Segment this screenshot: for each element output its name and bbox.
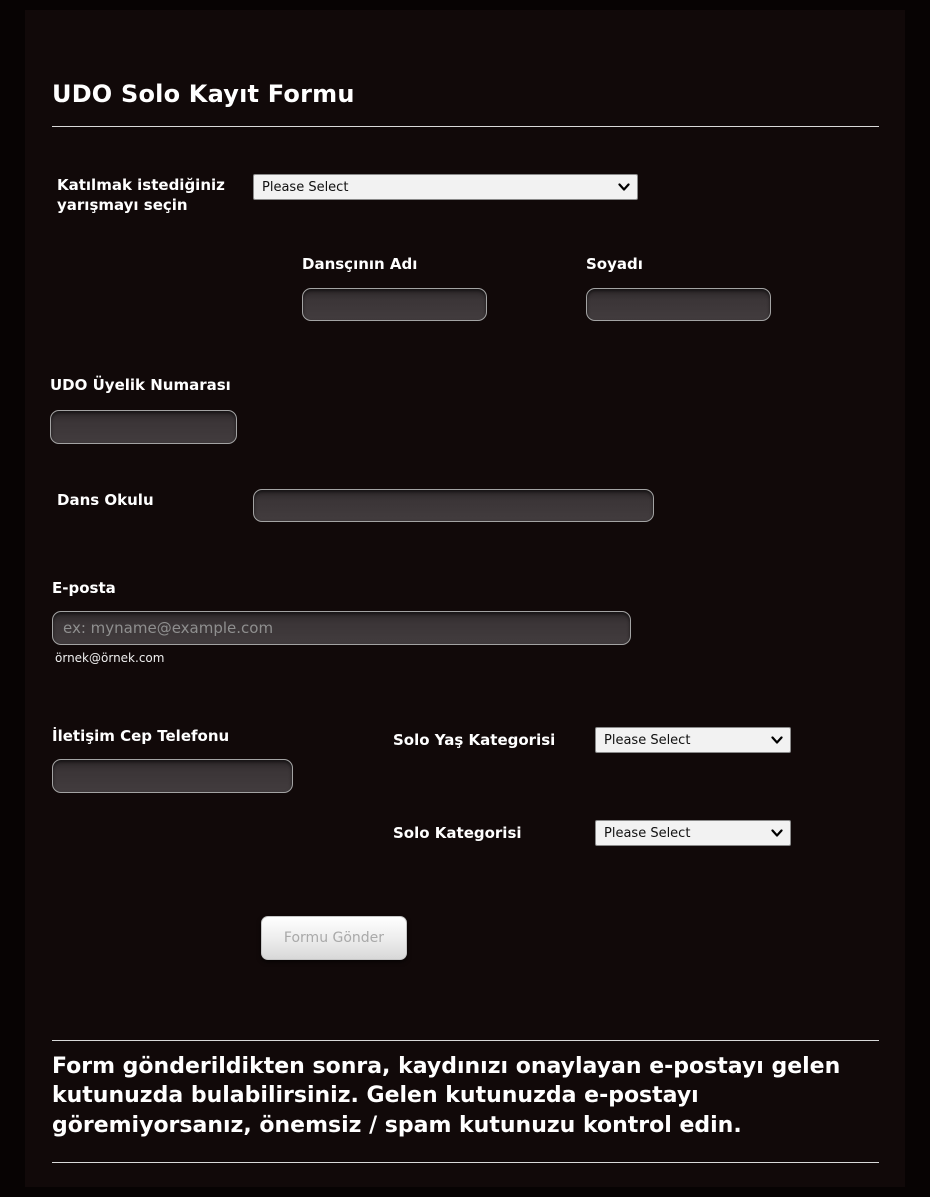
footer-note: Form gönderildikten sonra, kaydınızı onaylayan e-postayı gelen kutunuzda bulabilirsiniz. Gelen kutunuzda e-postayı göremiyorsanız, önemsiz / spam kutunuzu kontrol edin. [52,1054,841,1138]
competition-label: Katılmak istediğiniz yarışmayı seçin [57,176,225,214]
solo-category-select[interactable] [595,820,791,846]
dance-school-label: Dans Okulu [57,491,154,509]
dancer-first-name-label: Dansçının Adı [302,255,418,273]
solo-category-label: Solo Kategorisi [393,824,522,842]
bottom-divider [52,1162,879,1163]
solo-age-category-select-wrap [595,727,791,753]
membership-number-label: UDO Üyelik Numarası [50,376,231,394]
solo-age-category-label: Solo Yaş Kategorisi [393,731,556,749]
competition-select[interactable] [253,174,638,200]
solo-age-category-select[interactable] [595,727,791,753]
membership-number-input[interactable] [50,410,237,444]
solo-category-select-wrap [595,820,791,846]
dancer-first-name-input[interactable] [302,288,487,321]
page-title: UDO Solo Kayıt Formu [52,80,355,109]
submit-button[interactable]: Formu Gönder [261,916,407,960]
email-label: E-posta [52,579,116,597]
dancer-last-name-input[interactable] [586,288,771,321]
phone-label: İletişim Cep Telefonu [52,727,230,745]
dance-school-input[interactable] [253,489,654,522]
top-divider [52,126,879,127]
phone-input[interactable] [52,759,293,793]
competition-select-wrap [253,174,638,200]
email-input[interactable] [52,611,631,645]
middle-divider [52,1040,879,1041]
dancer-last-name-label: Soyadı [586,255,643,273]
email-helper-text: örnek@örnek.com [55,651,165,665]
